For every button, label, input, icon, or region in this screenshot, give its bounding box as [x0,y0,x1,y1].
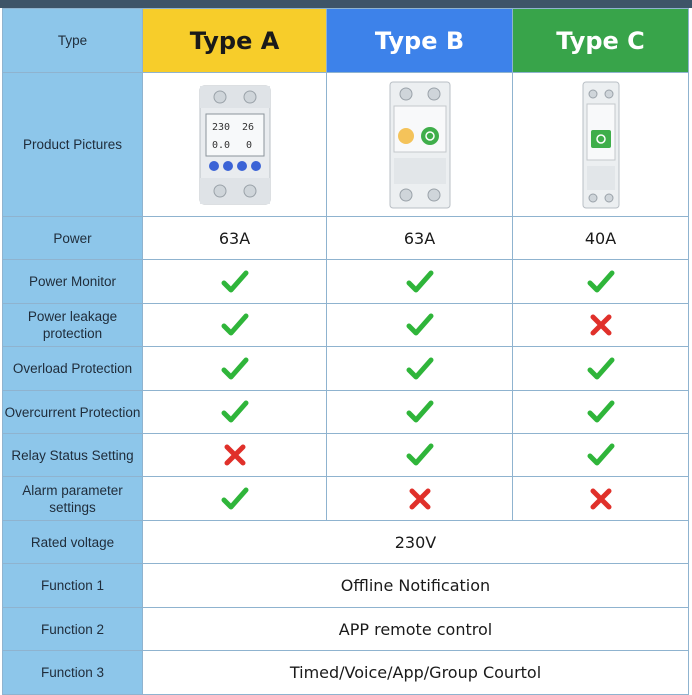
power-leakage-label: Power leakage protection [3,304,143,347]
relay-a [143,434,327,477]
relay-row [3,434,689,477]
function-2-row [3,608,689,651]
power-row [3,217,689,260]
type-c-picture-cell [513,73,689,217]
rated-voltage-label: Rated voltage [3,521,143,564]
display-reading-4: 0 [245,139,252,151]
type-b-header: Type B [327,9,513,73]
alarm-parameter-label: Alarm parameter settings [3,477,143,521]
check-icon [406,398,434,426]
type-label: Type [3,9,143,73]
product-pictures-label: Product Pictures [3,73,143,217]
function-2-value: APP remote control [143,608,689,651]
leakage-row [3,304,689,347]
overcurrent-a [143,391,327,434]
leakage-c [513,304,689,347]
check-icon [406,268,434,296]
power-monitor-row [3,260,689,304]
check-icon [406,311,434,339]
check-icon [406,355,434,383]
header-row [3,9,689,73]
check-icon [587,398,615,426]
power-monitor-a [143,260,327,304]
cross-icon [587,485,615,513]
rated-voltage-value: 230V [143,521,689,564]
relay-b [327,434,513,477]
overload-row [3,347,689,391]
overcurrent-b [327,391,513,434]
voltage-row [3,521,689,564]
check-icon [587,268,615,296]
function-3-label: Function 3 [3,651,143,695]
function-1-row [3,564,689,608]
power-monitor-c [513,260,689,304]
type-c-device-image [571,80,631,210]
overcurrent-c [513,391,689,434]
comparison-table [2,8,689,695]
function-2-label: Function 2 [3,608,143,651]
check-icon [221,398,249,426]
power-monitor-label: Power Monitor [3,260,143,304]
check-icon [587,441,615,469]
check-icon [221,485,249,513]
type-a-device-image [190,82,280,208]
display-reading-3: 0.0 [211,139,230,151]
check-icon [221,311,249,339]
display-reading-1: 230 [211,121,230,133]
overload-a [143,347,327,391]
check-icon [406,441,434,469]
check-icon [221,355,249,383]
overload-c [513,347,689,391]
top-border-bar [0,0,692,8]
display-reading-2: 26 [241,121,254,133]
check-icon [221,268,249,296]
type-a-header: Type A [143,9,327,73]
alarm-b [327,477,513,521]
pictures-row [3,73,689,217]
cross-icon [587,311,615,339]
relay-status-label: Relay Status Setting [3,434,143,477]
overcurrent-label: Overcurrent Protection [3,391,143,434]
overload-b [327,347,513,391]
type-b-picture-cell [327,73,513,217]
cross-icon [221,441,249,469]
function-1-value: Offline Notification [143,564,689,608]
overcurrent-row [3,391,689,434]
alarm-a [143,477,327,521]
cross-icon [406,485,434,513]
type-b-device-image [380,80,460,210]
function-3-value: Timed/Voice/App/Group Courtol [143,651,689,695]
alarm-c [513,477,689,521]
overload-label: Overload Protection [3,347,143,391]
type-a-picture-cell [143,73,327,217]
relay-c [513,434,689,477]
power-monitor-b [327,260,513,304]
power-a: 63A [143,217,327,260]
type-c-header: Type C [513,9,689,73]
function-1-label: Function 1 [3,564,143,608]
alarm-row [3,477,689,521]
power-label: Power [3,217,143,260]
function-3-row [3,651,689,695]
leakage-b [327,304,513,347]
check-icon [587,355,615,383]
power-c: 40A [513,217,689,260]
power-b: 63A [327,217,513,260]
leakage-a [143,304,327,347]
